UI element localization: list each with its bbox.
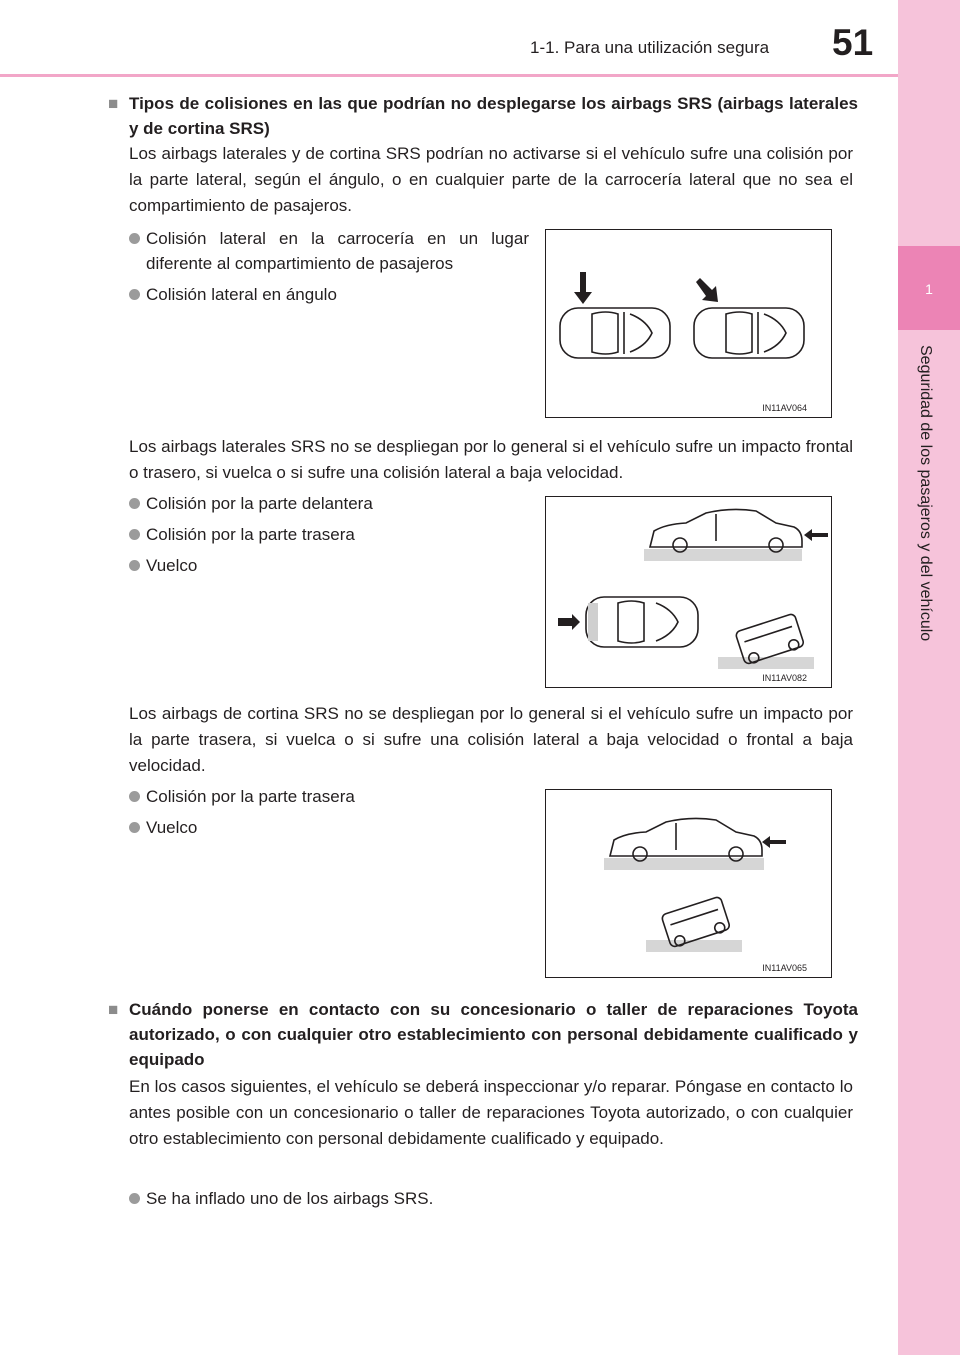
header-divider: [0, 74, 898, 77]
paragraph-curtain-airbags: Los airbags de cortina SRS no se despliegan por lo general si el vehículo sufre un impacto por la parte trasera, si vuelca o si sufre una colisión lateral a baja velocidad o frontal a baja velocidad.: [129, 704, 853, 775]
bullet-dot-icon: [129, 498, 140, 509]
list-item: Vuelco: [129, 553, 529, 578]
list-item: Colisión lateral en la carrocería en un lugar diferente al compartimiento de pasajeros: [129, 226, 529, 276]
heading-text: Cuándo ponerse en contacto con su concesionario o taller de reparaciones Toyota autorizado, o con cualquier otro establecimiento con personal debidamente cualificado y equipado: [129, 1000, 858, 1069]
list-item: Se ha inflado uno de los airbags SRS.: [129, 1186, 829, 1211]
ground-strip: [646, 940, 742, 952]
intro-paragraph: Los airbags laterales y de cortina SRS podrían no activarse si el vehículo sufre una colisión por la parte lateral, según el ángulo, o en cualquier parte de la carrocería lateral que no sea el compartimiento de pasajeros.: [129, 144, 853, 215]
list-item: Colisión por la parte trasera: [129, 784, 529, 809]
chapter-sidebar: [898, 0, 960, 1355]
chapter-number: 1: [925, 281, 933, 297]
section-heading-airbag-types: [108, 91, 858, 141]
list-item: Colisión lateral en ángulo: [129, 282, 529, 307]
bullet-dot-icon: [129, 289, 140, 300]
car-top-view-icon: [560, 308, 670, 358]
bullet-dot-icon: [129, 233, 140, 244]
car-side-view-icon: [610, 818, 762, 861]
bullet-dot-icon: [129, 560, 140, 571]
bullet-dot-icon: [129, 822, 140, 833]
figure-code: IN11AV064: [762, 403, 807, 413]
front-impact-zone: [588, 603, 598, 641]
bullet-dot-icon: [129, 529, 140, 540]
section-title: 1-1. Para una utilización segura: [530, 38, 770, 57]
figure-code: IN11AV082: [762, 673, 807, 683]
figure-code: IN11AV065: [762, 963, 807, 973]
front-rear-rollover-illustration: [546, 497, 831, 687]
rear-impact-arrow-icon: [762, 836, 786, 848]
list-item: Vuelco: [129, 815, 529, 840]
side-collision-illustration: [546, 230, 831, 417]
bullet-dot-icon: [129, 791, 140, 802]
impact-arrow-icon: [574, 272, 592, 304]
car-top-view-icon: [586, 597, 698, 647]
list-item: Colisión por la parte trasera: [129, 522, 529, 547]
bullet-dot-icon: [129, 1193, 140, 1204]
figure-front-rear-rollover: [545, 496, 832, 688]
car-side-view-icon: [650, 509, 802, 552]
heading-text: Tipos de colisiones en las que podrían no desplegarse los airbags SRS (airbags laterales y de cortina SRS): [129, 94, 858, 138]
section-heading-contact-dealer: [108, 997, 858, 1072]
rear-impact-arrow-icon: [804, 529, 828, 541]
chapter-title: Seguridad de los pasajeros y del vehículo: [917, 345, 934, 642]
impact-arrow-icon: [696, 278, 718, 302]
figure-side-collision: [545, 229, 832, 418]
heading-square-icon: ■: [108, 94, 119, 113]
figure-rear-rollover: [545, 789, 832, 978]
rear-rollover-illustration: [546, 790, 831, 977]
list-item: Colisión por la parte delantera: [129, 491, 529, 516]
heading-square-icon: ■: [108, 1000, 119, 1019]
paragraph-inspection: En los casos siguientes, el vehículo se deberá inspeccionar y/o reparar. Póngase en contacto lo antes posible con un concesionario o taller de reparaciones Toyota autorizado, o con cualquier otro establecimiento con personal debidamente cualificado y equipado.: [129, 1077, 853, 1148]
paragraph-side-airbags: Los airbags laterales SRS no se despliegan por lo general si el vehículo sufre un impacto frontal o trasero, si vuelca o si sufre una colisión lateral a baja velocidad.: [129, 437, 853, 482]
front-impact-arrow-icon: [558, 614, 580, 630]
page-number: 51: [832, 22, 874, 63]
car-top-view-icon: [694, 308, 804, 358]
